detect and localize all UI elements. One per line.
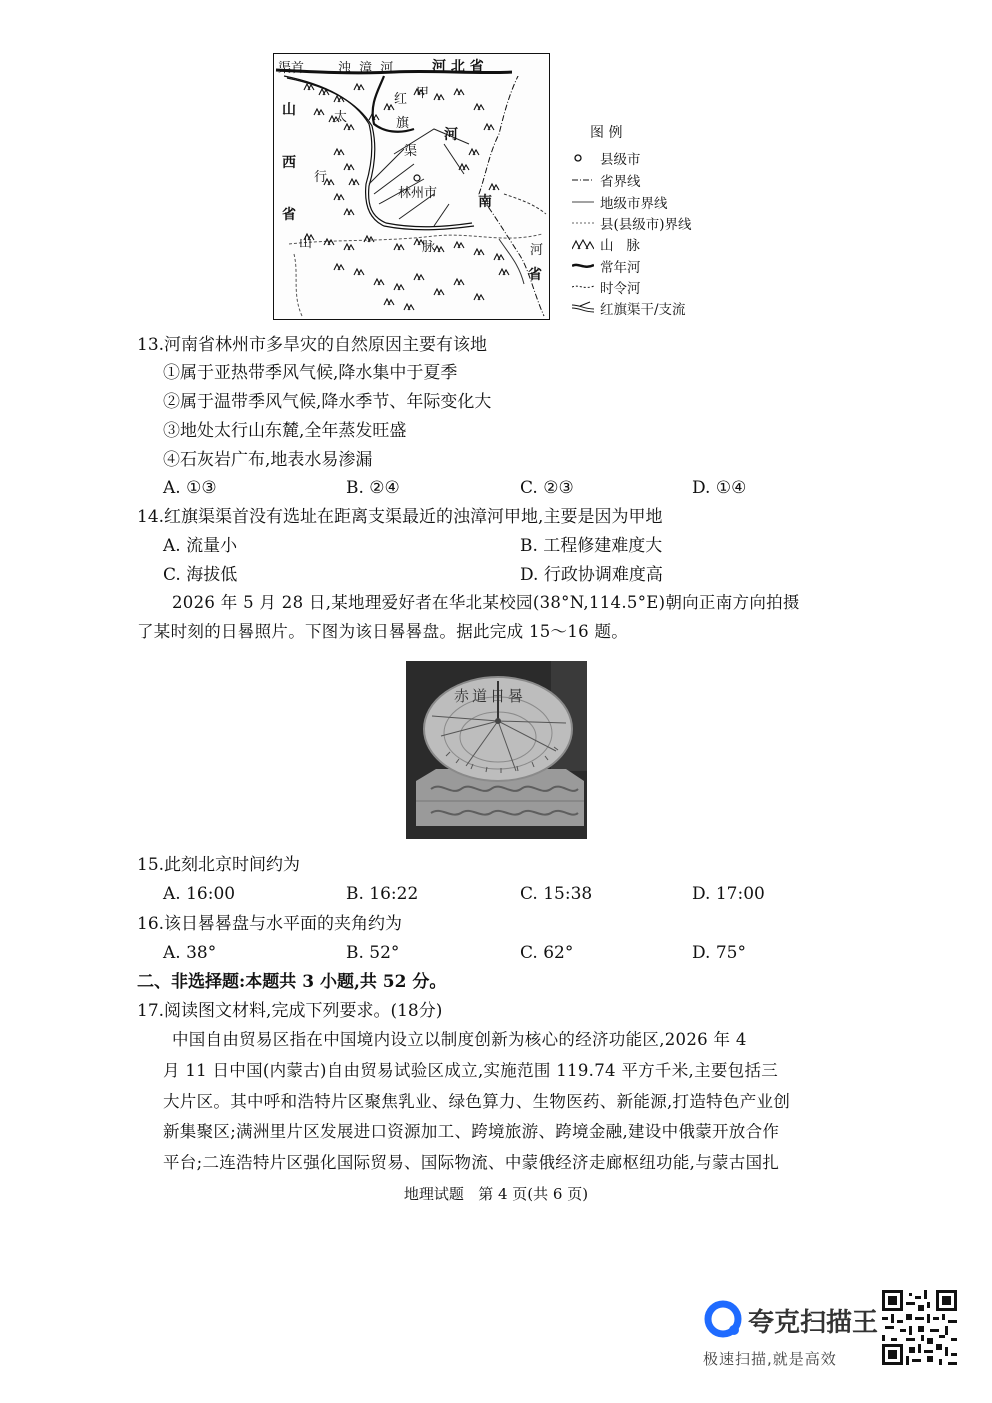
- map-label-henan-prov-1: 河: [530, 243, 544, 258]
- q15-stem: 15.此刻北京时间约为: [137, 855, 301, 875]
- intro-line-2: 了某时刻的日晷照片。下图为该日晷晷盘。据此完成 15～16 题。: [137, 622, 629, 641]
- sundial-inscription: 赤道日晷: [454, 687, 527, 705]
- prefecture-boundary-line-icon: [572, 196, 594, 208]
- q16-stem: 16.该日晷晷盘与水平面的夹角约为: [137, 914, 403, 934]
- q13-stem: 13.河南省林州市多旱灾的自然原因主要有该地: [137, 335, 488, 355]
- brand-name: 夸克扫描王: [748, 1308, 879, 1338]
- map-label-shan: 山: [299, 236, 313, 251]
- map-label-qi: 旗: [396, 116, 410, 131]
- q16-option-c: C. 62°: [520, 943, 574, 963]
- legend-county-boundary: 县(县级市)界线: [572, 213, 692, 233]
- q17-para-line-3: 大片区。其中呼和浩特片区聚焦乳业、绿色算力、生物医药、新能源,打造特色产业创: [163, 1092, 791, 1111]
- linzhou-map: [273, 53, 550, 320]
- perennial-river-line-icon: [572, 260, 594, 272]
- q15-option-b: B. 16:22: [346, 884, 419, 904]
- province-boundary-line-icon: [572, 174, 594, 186]
- q16-option-b: B. 52°: [346, 943, 400, 963]
- linzhou-dot: [414, 175, 420, 181]
- legend-title: 图 例: [590, 125, 623, 141]
- quark-logo-icon: [704, 1300, 742, 1338]
- q13-option-b: B. ②④: [346, 478, 400, 498]
- q14-option-a: A. 流量小: [163, 536, 238, 556]
- q17-para-line-2: 月 11 日中国(内蒙古)自由贸易试验区成立,实施范围 119.74 平方千米,主要包括三: [163, 1061, 779, 1080]
- q13-option-a: A. ①③: [163, 478, 217, 498]
- legend-canal: 红旗渠干/支流: [572, 298, 686, 318]
- legend-province-boundary: 省界线: [572, 170, 641, 190]
- map-label-henan-1: 河: [444, 127, 458, 143]
- map-label-henan-prov-2: 省: [528, 267, 542, 283]
- q15-option-c: C. 15:38: [520, 884, 593, 904]
- map-label-jia: 甲: [416, 86, 430, 101]
- page-footer: 地理试题 第 4 页(共 6 页): [403, 1185, 589, 1203]
- map-label-hebei: 河 北 省: [432, 59, 484, 75]
- county-boundary-line-icon: [572, 217, 594, 229]
- q17-para-line-1: 中国自由贸易区指在中国境内设立以制度创新为核心的经济功能区,2026 年 4: [172, 1030, 747, 1049]
- map-label-mai: 脉: [422, 240, 436, 255]
- map-label-shanxi-1: 山: [282, 102, 296, 118]
- mountain-icon: [572, 238, 594, 250]
- q14-stem: 14.红旗渠渠首没有选址在距离支渠最近的浊漳河甲地,主要是因为甲地: [137, 507, 663, 527]
- q16-option-d: D. 75°: [692, 943, 746, 963]
- map-label-river: 浊 漳 河: [338, 61, 396, 76]
- map-label-hang: 行: [314, 170, 328, 185]
- q13-item-2: ②属于温带季风气候,降水季节、年际变化大: [163, 392, 492, 412]
- section-2-heading: 二、非选择题:本题共 3 小题,共 52 分。: [137, 972, 447, 992]
- brand-slogan: 极速扫描,就是高效: [703, 1350, 837, 1368]
- map-label-qu: 渠: [404, 144, 418, 159]
- q13-item-1: ①属于亚热带季风气候,降水集中于夏季: [163, 363, 458, 383]
- q13-item-3: ③地处太行山东麓,全年蒸发旺盛: [163, 421, 407, 441]
- q14-option-c: C. 海拔低: [163, 565, 238, 585]
- intro-line-1: 2026 年 5 月 28 日,某地理爱好者在华北某校园(38°N,114.5°E)朝向正南方向拍摄: [172, 593, 800, 612]
- q13-item-4: ④石灰岩广布,地表水易渗漏: [163, 450, 373, 470]
- map-label-shanxi-3: 省: [282, 207, 296, 223]
- legend-prefecture-boundary: 地级市界线: [572, 192, 668, 212]
- q17-para-line-5: 平台;二连浩特片区强化国际贸易、国际物流、中蒙俄经济走廊枢纽功能,与蒙古国扎: [163, 1153, 780, 1172]
- seasonal-river-line-icon: [572, 281, 594, 293]
- map-label-linzhou: 林州市: [398, 186, 438, 201]
- county-city-dot-icon: [572, 152, 594, 164]
- sundial-photo: [406, 661, 587, 839]
- hongqi-canal: [284, 76, 474, 230]
- legend-mountain: 山 脉: [572, 234, 640, 254]
- map-label-shanxi-2: 西: [282, 155, 296, 171]
- map-label-hong: 红: [394, 92, 408, 107]
- q13-option-d: D. ①④: [692, 478, 747, 498]
- legend-perennial-river: 常年河: [572, 256, 641, 276]
- map-label-tai: 太: [334, 110, 348, 125]
- map-label-henan-2: 南: [478, 194, 492, 210]
- qr-code-icon: [882, 1290, 957, 1365]
- q17-stem: 17.阅读图文材料,完成下列要求。(18分): [137, 1001, 443, 1021]
- q16-option-a: A. 38°: [163, 943, 217, 963]
- q14-option-b: B. 工程修建难度大: [520, 536, 663, 556]
- canal-line-icon: [572, 301, 594, 315]
- q15-option-a: A. 16:00: [163, 884, 236, 904]
- legend-county-city: 县级市: [572, 148, 641, 168]
- map-label-qushou: 渠首: [278, 61, 305, 76]
- q15-option-d: D. 17:00: [692, 884, 765, 904]
- q17-para-line-4: 新集聚区;满洲里片区发展进口资源加工、跨境旅游、跨境金融,建设中俄蒙开放合作: [163, 1122, 780, 1141]
- q13-option-c: C. ②③: [520, 478, 574, 498]
- legend-seasonal-river: 时令河: [572, 277, 641, 297]
- q14-option-d: D. 行政协调难度高: [520, 565, 663, 585]
- qr-code: [882, 1290, 957, 1365]
